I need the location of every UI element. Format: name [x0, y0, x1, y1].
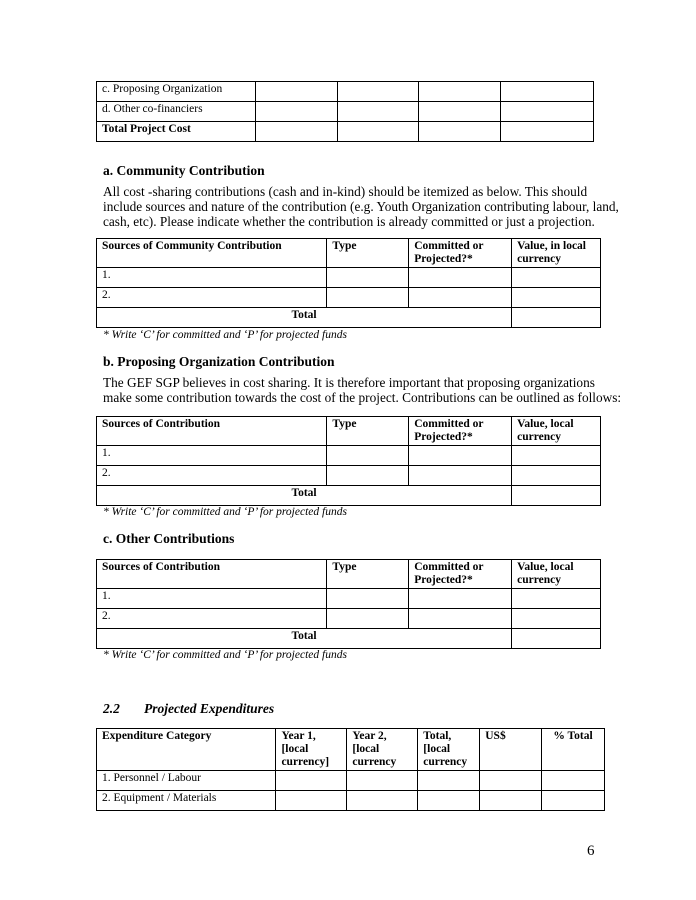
column-header: Year 1, [local currency] — [276, 729, 347, 771]
table-cell[interactable] — [347, 791, 418, 811]
table-cell: 2. — [97, 466, 327, 486]
table-cell[interactable] — [409, 589, 512, 609]
proposing-heading: b. Proposing Organization Contribution — [103, 354, 335, 369]
table-cell[interactable] — [409, 609, 512, 629]
other-contribution-table — [96, 559, 601, 649]
table-cell: 2. — [97, 288, 327, 308]
table-cell[interactable] — [327, 268, 409, 288]
table-cell[interactable] — [419, 82, 501, 102]
table-cell: 2. Equipment / Materials — [97, 791, 276, 811]
table-cell[interactable] — [255, 82, 337, 102]
column-header: Year 2, [local currency — [347, 729, 418, 771]
table-cell[interactable] — [512, 446, 601, 466]
table-cell: c. Proposing Organization — [97, 82, 256, 102]
table-cell[interactable] — [409, 268, 512, 288]
table-cell[interactable] — [512, 589, 601, 609]
table-cell[interactable] — [337, 122, 419, 142]
table-cell[interactable] — [276, 791, 347, 811]
table-cell[interactable] — [418, 771, 480, 791]
project-cost-table — [96, 81, 594, 142]
column-header: Type — [327, 239, 409, 268]
paragraph-line: cash, etc). Please indicate whether the contribution is already committed or just a projection. — [103, 214, 595, 229]
table-cell[interactable] — [512, 609, 601, 629]
column-header: US$ — [480, 729, 542, 771]
table-cell[interactable] — [409, 446, 512, 466]
table-cell[interactable] — [512, 268, 601, 288]
column-header: Value, in local currency — [512, 239, 601, 268]
column-header: Type — [327, 417, 409, 446]
proposing-paragraph — [103, 375, 621, 405]
section-number: 2.2 — [103, 701, 120, 716]
page-number: 6 — [587, 843, 595, 859]
table-cell: Total Project Cost — [97, 122, 256, 142]
column-header: Sources of Contribution — [97, 417, 327, 446]
table-cell[interactable] — [255, 102, 337, 122]
table-cell[interactable] — [347, 771, 418, 791]
footnote: * Write ‘C’ for committed and ‘P’ for projected funds — [103, 649, 347, 661]
table-cell[interactable] — [327, 589, 409, 609]
table-cell[interactable] — [480, 791, 542, 811]
column-header: % Total — [542, 729, 605, 771]
column-header: Value, local currency — [512, 417, 601, 446]
paragraph-line: All cost -sharing contributions (cash and in-kind) should be itemized as below. This should — [103, 184, 588, 199]
column-header: Value, local currency — [512, 560, 601, 589]
table-cell[interactable] — [327, 446, 409, 466]
community-contribution-table — [96, 238, 601, 328]
total-label: Total — [97, 308, 512, 328]
paragraph-line: make some contribution towards the cost of the project. Contributions can be outlined as follows: — [103, 390, 622, 405]
table-cell[interactable] — [512, 288, 601, 308]
section-title: Projected Expenditures — [144, 701, 275, 716]
table-cell: d. Other co-financiers — [97, 102, 256, 122]
table-cell[interactable] — [327, 288, 409, 308]
table-cell[interactable] — [480, 771, 542, 791]
table-cell[interactable] — [512, 308, 601, 328]
table-cell[interactable] — [409, 466, 512, 486]
expenditures-table — [96, 728, 605, 811]
table-cell[interactable] — [418, 791, 480, 811]
table-cell[interactable] — [337, 82, 419, 102]
other-heading: c. Other Contributions — [103, 531, 235, 546]
total-label: Total — [97, 486, 512, 506]
table-cell[interactable] — [327, 609, 409, 629]
table-cell[interactable] — [419, 122, 501, 142]
table-cell[interactable] — [501, 102, 594, 122]
table-cell[interactable] — [512, 466, 601, 486]
footnote: * Write ‘C’ for committed and ‘P’ for projected funds — [103, 506, 347, 518]
table-cell[interactable] — [276, 771, 347, 791]
column-header: Committed or Projected?* — [409, 560, 512, 589]
table-cell[interactable] — [327, 466, 409, 486]
paragraph-line: include sources and nature of the contribution (e.g. Youth Organization contributing labour, land, — [103, 199, 619, 214]
table-cell: 1. Personnel / Labour — [97, 771, 276, 791]
column-header: Type — [327, 560, 409, 589]
column-header: Total, [local currency — [418, 729, 480, 771]
table-cell[interactable] — [337, 102, 419, 122]
community-paragraph — [103, 184, 619, 229]
table-cell: 1. — [97, 268, 327, 288]
column-header: Expenditure Category — [97, 729, 276, 771]
column-header: Committed or Projected?* — [409, 239, 512, 268]
table-cell[interactable] — [542, 771, 605, 791]
table-cell[interactable] — [501, 82, 594, 102]
table-cell: 1. — [97, 589, 327, 609]
table-cell[interactable] — [512, 629, 601, 649]
paragraph-line: The GEF SGP believes in cost sharing. It is therefore important that proposing organizations — [103, 375, 595, 390]
table-cell[interactable] — [542, 791, 605, 811]
column-header: Sources of Community Contribution — [97, 239, 327, 268]
community-heading: a. Community Contribution — [103, 163, 265, 178]
table-cell: 2. — [97, 609, 327, 629]
table-cell[interactable] — [419, 102, 501, 122]
column-header: Sources of Contribution — [97, 560, 327, 589]
proposing-contribution-table — [96, 416, 601, 506]
table-cell[interactable] — [255, 122, 337, 142]
table-cell: 1. — [97, 446, 327, 466]
table-cell[interactable] — [512, 486, 601, 506]
column-header: Committed or Projected?* — [409, 417, 512, 446]
total-label: Total — [97, 629, 512, 649]
table-cell[interactable] — [409, 288, 512, 308]
table-cell[interactable] — [501, 122, 594, 142]
footnote: * Write ‘C’ for committed and ‘P’ for projected funds — [103, 329, 347, 341]
